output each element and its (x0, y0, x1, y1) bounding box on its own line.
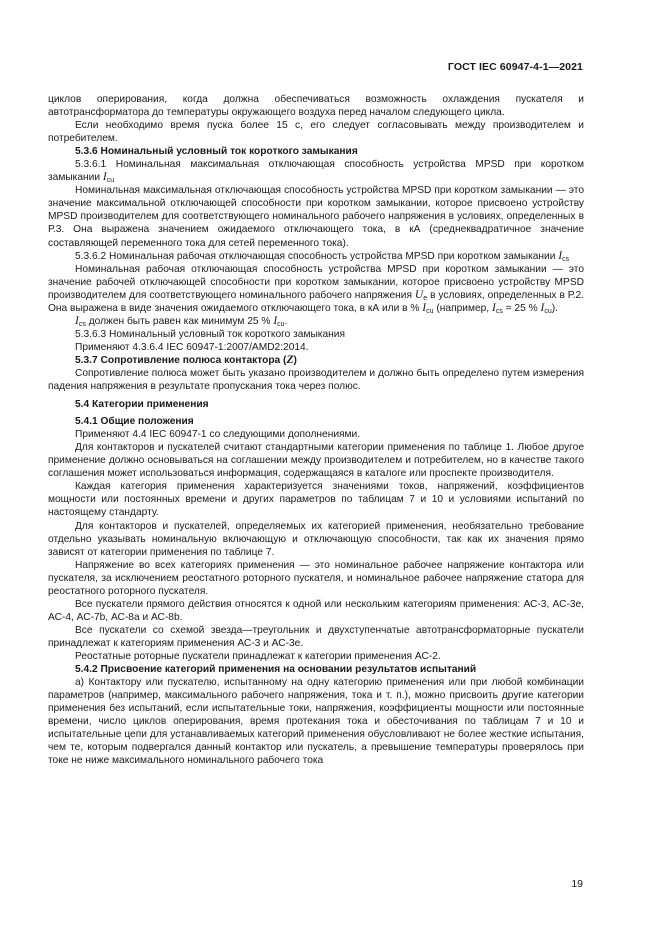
paragraph: Номинальная рабочая отключающая способность устройства MPSD при коротком замыкании — это значение рабочей отключающей способности при коротком замыкании, которое присвоено устройству MPSD производителем для соответствующего номинального рабочего напряжения $U_e$ в условиях, определенных в Р.2. Она выражена в виде значения ожидаемого отключающего тока, в кА или в % $I_{cu}$ (например, $I_{cs} = 25$ % $I_{cu}$). (48, 263, 584, 315)
paragraph: циклов оперирования, когда должна обеспечиваться возможность охлаждения пускателя и автотрансформатора до температуры окружающего воздуха перед началом следующего цикла. (48, 94, 584, 119)
document-header: ГОСТ IEC 60947-4-1—2021 (447, 61, 583, 73)
paragraph: 5.3.6.2 Номинальная рабочая отключающая способность устройства MPSD при коротком замыкании $I_{cs}$ (75, 249, 570, 263)
section-heading-5-3-6: 5.3.6 Номинальный условный ток короткого замыкания (75, 146, 358, 158)
paragraph: Каждая категория применения характеризуется значениями токов, напряжений, коэффициентов мощности или постоянных времени и других параметров по таблицам 7 и 10 и условиями испытаний по настоящему стандарту. (48, 481, 584, 519)
document-body (48, 93, 584, 767)
paragraph: Реостатные роторные пускатели принадлежат к категории применения АС-2. (75, 650, 441, 662)
paragraph: $I_{cs}$ должен быть равен как минимум 25 % $I_{cu}$. (75, 314, 288, 328)
paragraph: Для контакторов и пускателей, определяемых их категорией применения, необязательно требование отдельно указывать номинальную включающую и отключающую способности, так как их значения прямо зависят от категории применения по таблице 7. (48, 520, 584, 558)
paragraph: Напряжение во всех категориях применения — это номинальное рабочее напряжение контактора или пускателя, за исключением реостатного роторного пускателя, и номинальное рабочее напряжение статора для реостатного роторного пускателя. (48, 559, 584, 597)
paragraph: Все пускатели со схемой звезда—треугольник и двухступенчатые автотрансформаторные пускатели принадлежат к категориям применения АС-3 и АС-3е. (48, 624, 584, 649)
paragraph: Применяют 4.4 IEC 60947-1 со следующими дополнениями. (75, 429, 361, 441)
section-heading-5-4-2: 5.4.2 Присвоение категорий применения на основании результатов испытаний (75, 664, 477, 676)
paragraph: 5.3.6.3 Номинальный условный ток короткого замыкания (75, 328, 345, 340)
section-heading-5-3-7: 5.3.7 Сопротивление полюса контактора (Z) (75, 353, 297, 366)
paragraph: Если необходимо время пуска более 15 с, его следует согласовывать между производителем и потребителем. (48, 120, 584, 145)
paragraph: а) Контактору или пускателю, испытанному на одну категорию применения или при любой комбинации параметров (например, максимального рабочего напряжения, тока и т. п.), можно присвоить другие категории применения без испытаний, если испытательные токи, напряжения, коэффициенты мощности или постоянные времени, число циклов оперирования, время протекания тока и обесточивания по таблицам 7 и 10 и испытательные цепи для устанавливаемых категорий применения обусловливают не более жесткие испытания, чем те, которым подвергался данный контактор или пускатель, а превышение температуры проверялось при токе не ниже максимального номинального рабочего тока (48, 677, 584, 767)
section-heading-5-4: 5.4 Категории применения (75, 399, 209, 411)
paragraph: Номинальная максимальная отключающая способность устройства MPSD при коротком замыкании — это значение максимальной отключающей способности при коротком замыкании, которое присвоено устройству MPSD производителем для соответствующего номинального рабочего напряжения в условиях, определенных в Р.3. Она выражена значением ожидаемого отключающего тока, в кА (среднеквадратичное значение составляющей переменного тока для сетей переменного тока). (48, 185, 584, 249)
paragraph: Все пускатели прямого действия относятся к одной или нескольким категориям применения: АС-3, АС-3е, АС-4, АС-7b, АС-8а и АС-8b. (48, 598, 584, 623)
page-number: 19 (571, 878, 583, 890)
paragraph: Для контакторов и пускателей считают стандартными категории применения по таблице 1. Любое другое применение должно основываться на соглашении между производителем и потребителем, но в качестве такого соглашения может использоваться информация, содержащаяся в каталоге или проспекте производителя. (48, 442, 584, 480)
paragraph: 5.3.6.1 Номинальная максимальная отключающая способность устройства MPSD при коротком замыкании $I_{cu}$ (48, 159, 584, 185)
paragraph: Сопротивление полюса может быть указано производителем и должно быть определено путем измерения падения напряжения в результате пропускания тока через полюс. (48, 367, 584, 393)
section-heading-5-4-1: 5.4.1 Общие положения (75, 416, 194, 428)
paragraph: Применяют 4.3.6.4 IEC 60947-1:2007/AMD2:2014. (75, 341, 309, 353)
